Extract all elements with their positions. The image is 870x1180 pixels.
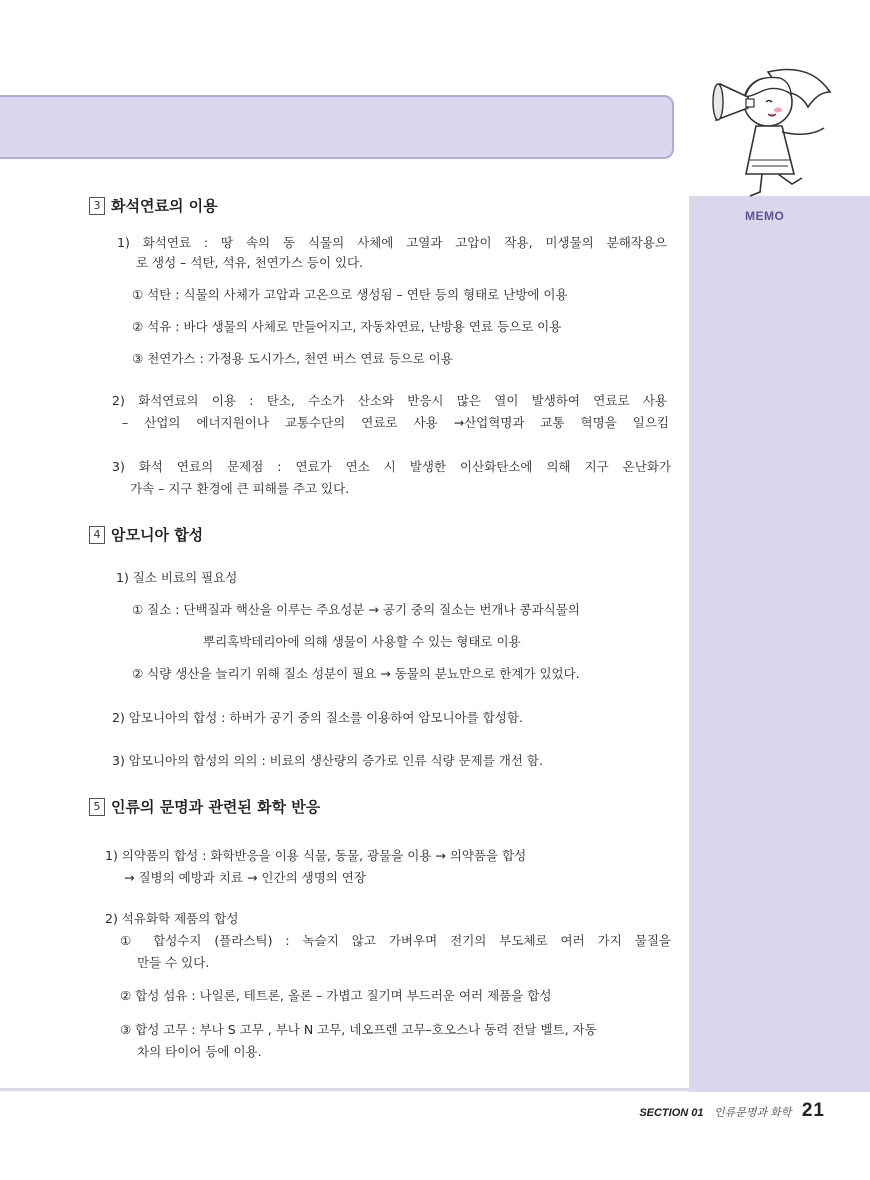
paragraph-line: 로 생성 – 석탄, 석유, 천연가스 등이 있다. <box>136 255 364 270</box>
list-item: 뿌리혹박테리아에 의해 생물이 사용할 수 있는 형태로 이용 <box>203 634 521 649</box>
page-footer <box>600 1100 825 1122</box>
list-item: ③ 합성 고무 : 부나 S 고무 , 부나 N 고무, 네오프렌 고무–호오스나 동력 전달 벨트, 자동 <box>120 1022 597 1037</box>
footer-section: SECTION 01 <box>639 1107 704 1119</box>
section-number-box: 4 <box>89 526 105 544</box>
footer-subject: 인류문명과 화학 <box>713 1107 792 1119</box>
page-number: 21 <box>801 1100 825 1121</box>
list-item: 만들 수 있다. <box>137 955 210 970</box>
section-title: 암모니아 합성 <box>111 526 204 544</box>
memo-label: MEMO <box>745 209 785 223</box>
paragraph-line: 1) 질소 비료의 필요성 <box>116 570 238 585</box>
section-number-box: 5 <box>89 798 105 816</box>
list-item: ② 합성 섬유 : 나일론, 테트론, 올론 – 가볍고 질기며 부드러운 여러 제품을 합성 <box>120 988 552 1003</box>
list-item: 차의 타이어 등에 이용. <box>137 1044 262 1059</box>
paragraph-line: 2) 석유화학 제품의 합성 <box>105 911 239 926</box>
paragraph-line: 3) 화석 연료의 문제점 : 연료가 연소 시 발생한 이산화탄소에 의해 지구 온난화가 <box>112 459 671 474</box>
section-number-box: 3 <box>89 197 105 215</box>
paragraph-line: 2) 암모니아의 합성 : 하버가 공기 중의 질소를 이용하여 암모니아를 합성함. <box>112 710 523 725</box>
paragraph-line: → 질병의 예방과 치료 → 인간의 생명의 연장 <box>124 870 366 885</box>
list-item: ② 석유 : 바다 생물의 사체로 만들어지고, 자동차연료, 난방용 연료 등으로 이용 <box>132 319 562 334</box>
section-title: 화석연료의 이용 <box>111 197 218 215</box>
memo-column <box>689 196 870 1092</box>
header-banner <box>0 95 674 159</box>
paragraph-line: 1) 의약품의 합성 : 화학반응을 이용 식물, 동물, 광물을 이용 → 의약품을 합성 <box>105 848 527 863</box>
mascot-girl-megaphone-illustration <box>690 52 840 202</box>
paragraph-line: 3) 암모니아의 합성의 의의 : 비료의 생산량의 증가로 인류 식량 문제를 개선 함. <box>112 753 543 768</box>
list-item: ③ 천연가스 : 가정용 도시가스, 천연 버스 연료 등으로 이용 <box>132 351 453 366</box>
paragraph-line: 1) 화석연료 : 땅 속의 동 식물의 사체에 고열과 고압이 작용, 미생물의 분해작용으 <box>117 235 667 250</box>
list-item: ① 질소 : 단백질과 핵산을 이루는 주요성분 → 공기 중의 질소는 번개나 콩과식물의 <box>132 602 580 617</box>
list-item: ① 석탄 : 식물의 사체가 고압과 고온으로 생성됨 – 연탄 등의 형태로 난방에 이용 <box>132 287 568 302</box>
list-item: ② 식량 생산을 늘리기 위해 질소 성분이 필요 → 동물의 분뇨만으로 한계가 있었다. <box>132 666 580 681</box>
list-item: ① 합성수지 (플라스틱) : 녹슬지 않고 가벼우며 전기의 부도체로 여러 가지 물질을 <box>120 933 671 948</box>
section-heading-civilization-chemistry <box>89 796 320 817</box>
paragraph-line: 2) 화석연료의 이용 : 탄소, 수소가 산소와 반응시 많은 열이 발생하여 연료로 사용 <box>112 393 667 408</box>
section-heading-fossil-fuel <box>89 195 218 216</box>
footer-divider <box>0 1088 870 1091</box>
paragraph-line: 가속 – 지구 환경에 큰 피해를 주고 있다. <box>130 481 350 496</box>
section-title: 인류의 문명과 관련된 화학 반응 <box>111 798 321 816</box>
paragraph-line: – 산업의 에너지원이나 교통수단의 연료로 사용 →산업혁명과 교통 혁명을 일으킴 <box>122 415 669 430</box>
section-heading-ammonia <box>89 524 203 545</box>
